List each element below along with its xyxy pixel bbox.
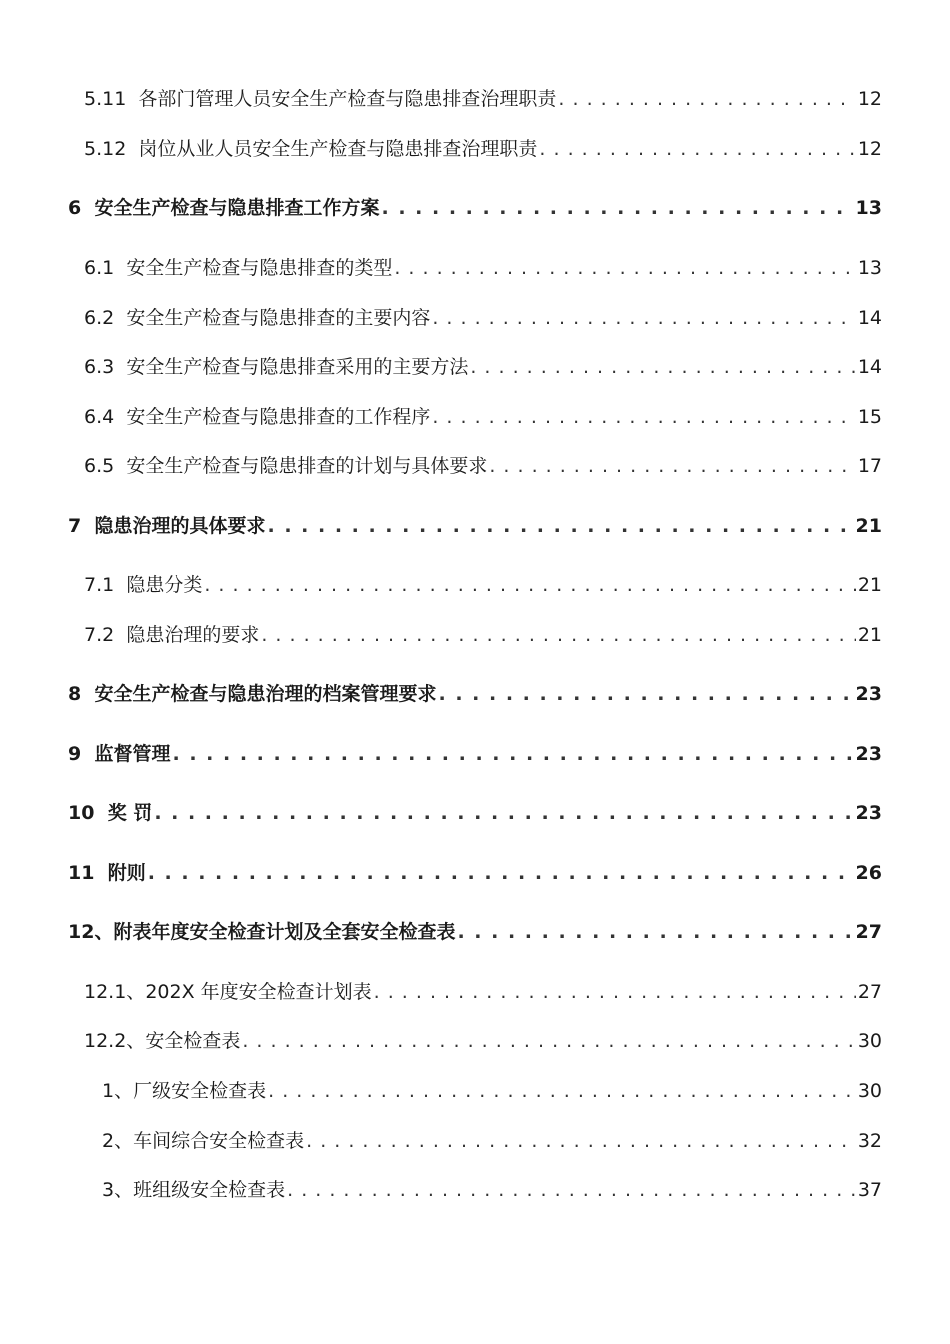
- dot-leader: [242, 1026, 855, 1056]
- toc-entry-title: 12.1、202X 年度安全检查计划表: [84, 981, 372, 1003]
- toc-entry-title: 10 奖 罚: [68, 802, 153, 824]
- dot-leader: [287, 1175, 856, 1205]
- toc-page-number: 14: [857, 307, 882, 329]
- toc-entry-6-5[interactable]: [84, 451, 882, 481]
- toc-entry-12[interactable]: [68, 917, 882, 947]
- dot-leader: [306, 1126, 856, 1156]
- toc-entry-6[interactable]: [68, 193, 882, 223]
- toc-entry-6-3[interactable]: [84, 352, 882, 382]
- toc-entry-title: 8 安全生产检查与隐患治理的档案管理要求: [68, 683, 437, 705]
- toc-entry-12-2-3[interactable]: [102, 1175, 882, 1205]
- dot-leader: [261, 620, 855, 650]
- toc-entry-12-2[interactable]: [84, 1026, 882, 1056]
- toc-entry-title: 6.2 安全生产检查与隐患排查的主要内容: [84, 307, 431, 329]
- toc-entry-7-2[interactable]: [84, 620, 882, 650]
- toc-entry-title: 5.11 各部门管理人员安全生产检查与隐患排查治理职责: [84, 88, 557, 110]
- toc-page-number: 23: [855, 683, 882, 705]
- dot-leader: [172, 739, 853, 769]
- dot-leader: [457, 917, 853, 947]
- toc-entry-12-1[interactable]: [84, 977, 882, 1007]
- toc-entry-title: 7 隐患治理的具体要求: [68, 515, 266, 537]
- dot-leader: [204, 570, 855, 600]
- dot-leader: [267, 511, 853, 541]
- toc-entry-title: 1、厂级安全检查表: [102, 1080, 267, 1102]
- toc-entry-11[interactable]: [68, 858, 882, 888]
- toc-page-number: 23: [855, 743, 882, 765]
- toc-entry-5-11[interactable]: [84, 84, 882, 114]
- toc-page-number: 21: [855, 515, 882, 537]
- dot-leader: [374, 977, 856, 1007]
- dot-leader: [558, 84, 855, 114]
- dot-leader: [539, 134, 855, 164]
- toc-page-number: 26: [855, 862, 882, 884]
- dot-leader: [438, 679, 853, 709]
- toc-page-number: 30: [857, 1080, 882, 1102]
- toc-page-number: 15: [857, 406, 882, 428]
- toc-entry-12-2-1[interactable]: [102, 1076, 882, 1106]
- dot-leader: [268, 1076, 856, 1106]
- dot-leader: [470, 352, 855, 382]
- toc-entry-title: 3、班组级安全检查表: [102, 1179, 286, 1201]
- toc-entry-title: 6.5 安全生产检查与隐患排查的计划与具体要求: [84, 455, 488, 477]
- dot-leader: [394, 253, 855, 283]
- toc-page-number: 12: [857, 88, 882, 110]
- toc-page-number: 13: [857, 257, 882, 279]
- toc-entry-title: 6.3 安全生产检查与隐患排查采用的主要方法: [84, 356, 469, 378]
- toc-entry-title: 11 附则: [68, 862, 146, 884]
- toc-entry-title: 5.12 岗位从业人员安全生产检查与隐患排查治理职责: [84, 138, 538, 160]
- toc-entry-9[interactable]: [68, 739, 882, 769]
- toc-entry-7-1[interactable]: [84, 570, 882, 600]
- toc-page-number: 13: [855, 197, 882, 219]
- toc-entry-title: 7.1 隐患分类: [84, 574, 203, 596]
- dot-leader: [432, 402, 855, 432]
- toc-entry-5-12[interactable]: [84, 134, 882, 164]
- toc-entry-title: 2、车间综合安全检查表: [102, 1130, 305, 1152]
- toc-page-number: 37: [857, 1179, 882, 1201]
- toc-page-number: 27: [857, 981, 882, 1003]
- dot-leader: [148, 858, 854, 888]
- toc-entry-title: 6.1 安全生产检查与隐患排查的类型: [84, 257, 393, 279]
- dot-leader: [432, 303, 855, 333]
- toc-page-number: 23: [855, 802, 882, 824]
- toc-entry-6-1[interactable]: [84, 253, 882, 283]
- dot-leader: [154, 798, 853, 828]
- toc-page-number: 21: [857, 624, 882, 646]
- dot-leader: [381, 193, 853, 223]
- toc-entry-title: 6.4 安全生产检查与隐患排查的工作程序: [84, 406, 431, 428]
- toc-entry-title: 6 安全生产检查与隐患排查工作方案: [68, 197, 380, 219]
- toc-entry-title: 7.2 隐患治理的要求: [84, 624, 260, 646]
- toc-page-number: 12: [857, 138, 882, 160]
- toc-page-number: 30: [857, 1030, 882, 1052]
- toc-page-number: 32: [857, 1130, 882, 1152]
- toc-entry-title: 12、附表年度安全检查计划及全套安全检查表: [68, 921, 456, 943]
- toc-entry-8[interactable]: [68, 679, 882, 709]
- toc-entry-title: 12.2、安全检查表: [84, 1030, 241, 1052]
- toc-entry-10[interactable]: [68, 798, 882, 828]
- toc-entry-6-4[interactable]: [84, 402, 882, 432]
- toc-page-number: 27: [855, 921, 882, 943]
- toc-entry-7[interactable]: [68, 511, 882, 541]
- toc-page-number: 14: [857, 356, 882, 378]
- toc-page-number: 17: [857, 455, 882, 477]
- toc-entry-title: 9 监督管理: [68, 743, 171, 765]
- toc-page-number: 21: [857, 574, 882, 596]
- toc-entry-12-2-2[interactable]: [102, 1126, 882, 1156]
- toc-entry-6-2[interactable]: [84, 303, 882, 333]
- dot-leader: [489, 451, 855, 481]
